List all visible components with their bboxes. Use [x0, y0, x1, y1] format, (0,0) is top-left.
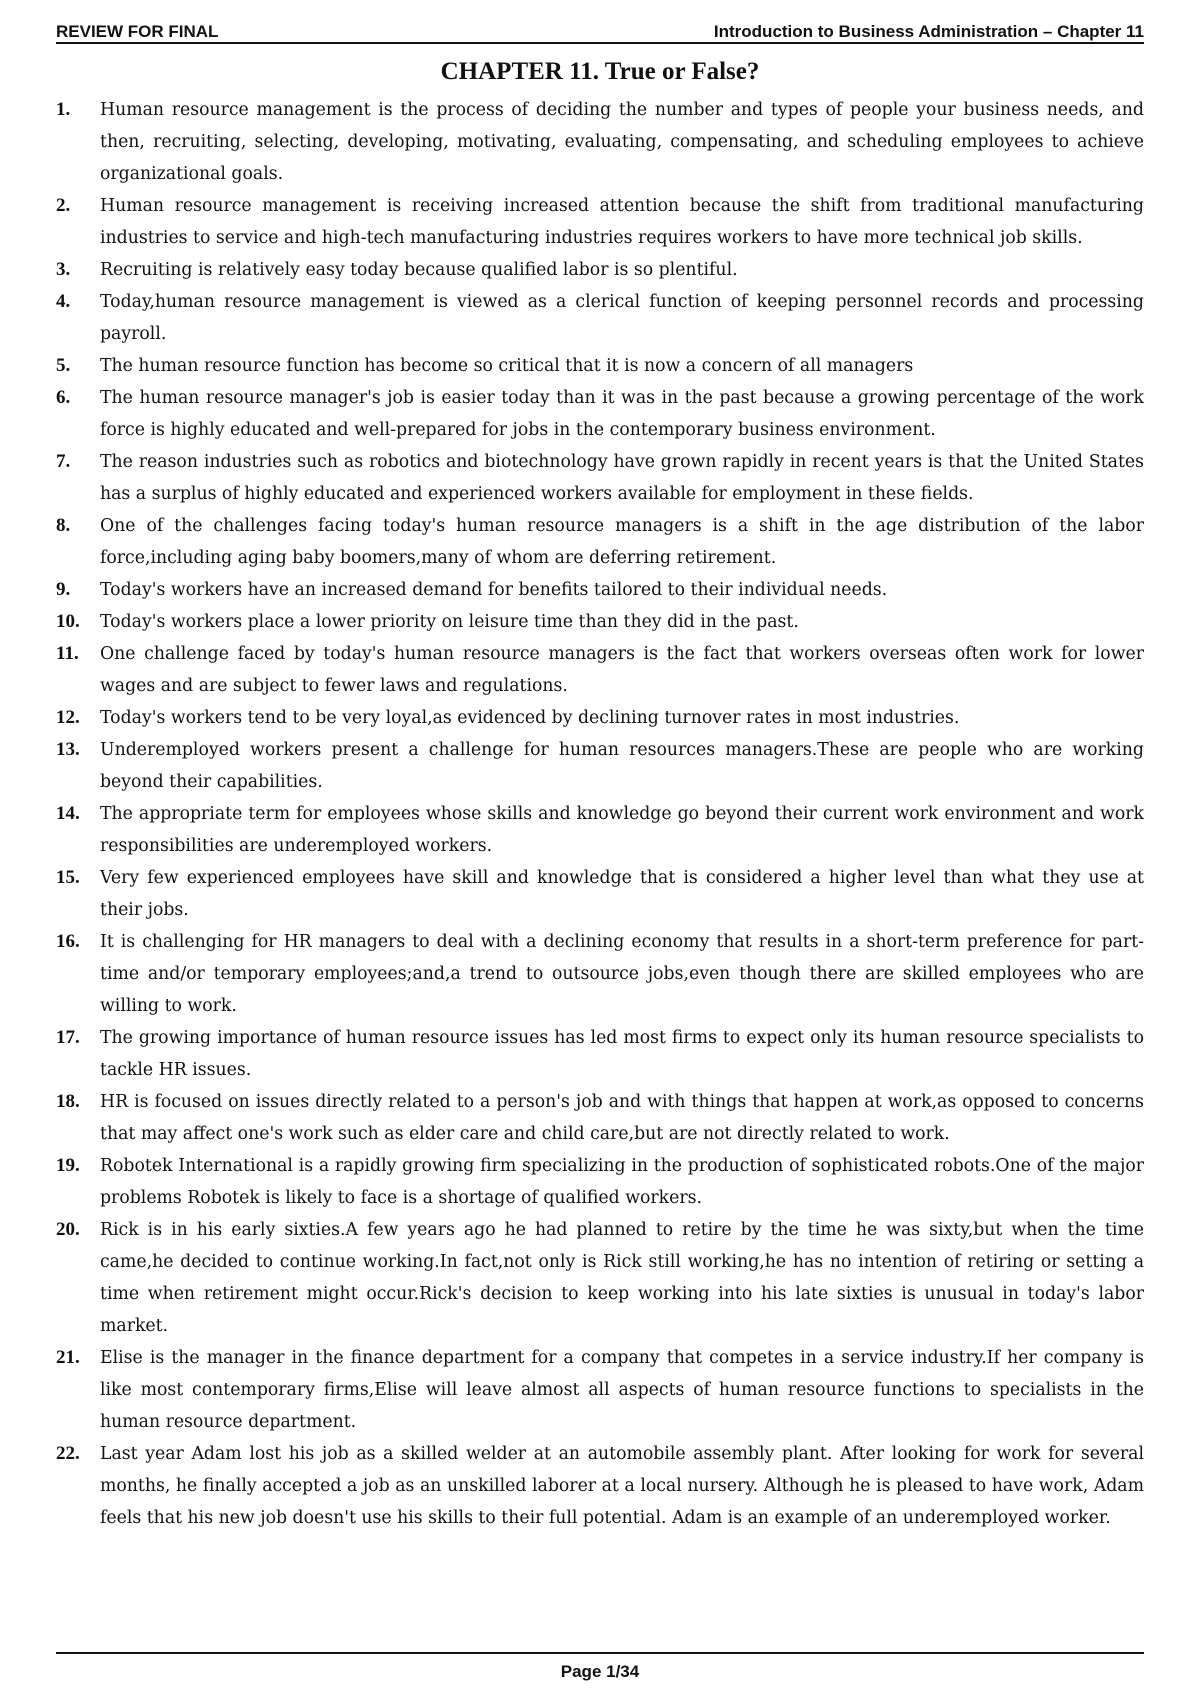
question-text: The reason industries such as robotics and biotechnology have grown rapidly in recent years is that the United States has a surplus of highly educated and experienced workers available for employment in these fields.	[100, 452, 1144, 504]
question-text: Recruiting is relatively easy today because qualified labor is so plentiful.	[100, 260, 738, 280]
question-item	[56, 1438, 1144, 1534]
question-number: 3.	[56, 259, 71, 280]
question-text: The human resource function has become so critical that it is now a concern of all managers	[100, 356, 914, 376]
question-item	[56, 382, 1144, 446]
question-number: 9.	[56, 579, 71, 600]
question-number: 16.	[56, 931, 80, 952]
question-item	[56, 510, 1144, 574]
footer-divider	[56, 1652, 1144, 1654]
question-text: One of the challenges facing today's human resource managers is a shift in the age distribution of the labor force,including aging baby boomers,many of whom are deferring retirement.	[100, 516, 1144, 568]
question-item	[56, 190, 1144, 254]
question-number: 17.	[56, 1027, 80, 1048]
question-number: 21.	[56, 1347, 80, 1368]
question-text: The growing importance of human resource issues has led most firms to expect only its human resource specialists to tackle HR issues.	[100, 1028, 1144, 1080]
question-item	[56, 926, 1144, 1022]
question-list	[56, 94, 1144, 1534]
header-left-text: REVIEW FOR FINAL	[56, 22, 219, 41]
question-text: The human resource manager's job is easier today than it was in the past because a growing percentage of the work force is highly educated and well-prepared for jobs in the contemporary business environment.	[100, 388, 1144, 440]
question-text: Human resource management is the process of deciding the number and types of people your business needs, and then, recruiting, selecting, developing, motivating, evaluating, compensating, and scheduling employees to achieve organizational goals.	[100, 100, 1144, 184]
question-number: 11.	[56, 643, 79, 664]
question-text: One challenge faced by today's human resource managers is the fact that workers overseas often work for lower wages and are subject to fewer laws and regulations.	[100, 644, 1144, 696]
question-number: 4.	[56, 291, 71, 312]
question-item	[56, 574, 1144, 606]
question-item	[56, 1342, 1144, 1438]
question-text: Human resource management is receiving increased attention because the shift from traditional manufacturing industries to service and high-tech manufacturing industries requires workers to have more technical job skills.	[100, 196, 1144, 248]
question-item	[56, 254, 1144, 286]
question-item	[56, 286, 1144, 350]
question-number: 14.	[56, 803, 80, 824]
question-item	[56, 702, 1144, 734]
question-number: 10.	[56, 611, 80, 632]
header-divider	[56, 42, 1144, 44]
question-text: Last year Adam lost his job as a skilled welder at an automobile assembly plant. After looking for work for several months, he finally accepted a job as an unskilled laborer at a local nursery. Although he is pleased to have work, Adam feels that his new job doesn't use his skills to their full potential. Adam is an example of an underemployed worker.	[100, 1444, 1144, 1528]
question-item	[56, 1086, 1144, 1150]
question-item	[56, 734, 1144, 798]
question-item	[56, 350, 1144, 382]
question-item	[56, 94, 1144, 190]
question-number: 15.	[56, 867, 80, 888]
question-text: Today's workers tend to be very loyal,as evidenced by declining turnover rates in most industries.	[100, 708, 960, 728]
question-text: Very few experienced employees have skill and knowledge that is considered a higher level than what they use at their jobs.	[100, 868, 1144, 920]
question-item	[56, 446, 1144, 510]
question-item	[56, 1150, 1144, 1214]
question-text: The appropriate term for employees whose skills and knowledge go beyond their current work environment and work responsibilities are underemployed workers.	[100, 804, 1144, 856]
question-text: Robotek International is a rapidly growing firm specializing in the production of sophisticated robots.One of the major problems Robotek is likely to face is a shortage of qualified workers.	[100, 1156, 1144, 1208]
question-text: Underemployed workers present a challenge for human resources managers.These are people who are working beyond their capabilities.	[100, 740, 1144, 792]
question-item	[56, 1214, 1144, 1342]
question-number: 22.	[56, 1443, 80, 1464]
question-item	[56, 798, 1144, 862]
question-number: 6.	[56, 387, 71, 408]
question-text: Today's workers place a lower priority on leisure time than they did in the past.	[100, 612, 799, 632]
question-item	[56, 1022, 1144, 1086]
question-text: Today,human resource management is viewed as a clerical function of keeping personnel records and processing payroll.	[100, 292, 1144, 344]
page-header	[56, 14, 1144, 42]
question-number: 1.	[56, 99, 71, 120]
question-item	[56, 862, 1144, 926]
question-number: 8.	[56, 515, 71, 536]
question-number: 19.	[56, 1155, 80, 1176]
page-number: Page 1/34	[560, 1662, 640, 1681]
chapter-title: CHAPTER 11. True or False?	[440, 58, 760, 85]
question-text: Today's workers have an increased demand for benefits tailored to their individual needs.	[100, 580, 888, 600]
question-text: HR is focused on issues directly related to a person's job and with things that happen at work,as opposed to concerns that may affect one's work such as elder care and child care,but are not directly related to work.	[100, 1092, 1144, 1144]
question-number: 13.	[56, 739, 80, 760]
question-item	[56, 638, 1144, 702]
header-right-text: Introduction to Business Administration – Chapter 11	[713, 22, 1144, 41]
question-number: 18.	[56, 1091, 80, 1112]
question-number: 20.	[56, 1219, 80, 1240]
question-text: It is challenging for HR managers to deal with a declining economy that results in a short-term preference for part-time and/or temporary employees;and,a trend to outsource jobs,even though there are skilled employees who are willing to work.	[100, 932, 1144, 1016]
question-text: Elise is the manager in the finance department for a company that competes in a service industry.If her company is like most contemporary firms,Elise will leave almost all aspects of human resource functions to specialists in the human resource department.	[100, 1348, 1144, 1432]
question-number: 5.	[56, 355, 71, 376]
question-text: Rick is in his early sixties.A few years ago he had planned to retire by the time he was sixty,but when the time came,he decided to continue working.In fact,not only is Rick still working,he has no intention of retiring or setting a time when retirement might occur.Rick's decision to keep working into his late sixties is unusual in today's labor market.	[100, 1220, 1144, 1336]
question-number: 7.	[56, 451, 71, 472]
question-number: 2.	[56, 195, 71, 216]
question-number: 12.	[56, 707, 80, 728]
question-item	[56, 606, 1144, 638]
